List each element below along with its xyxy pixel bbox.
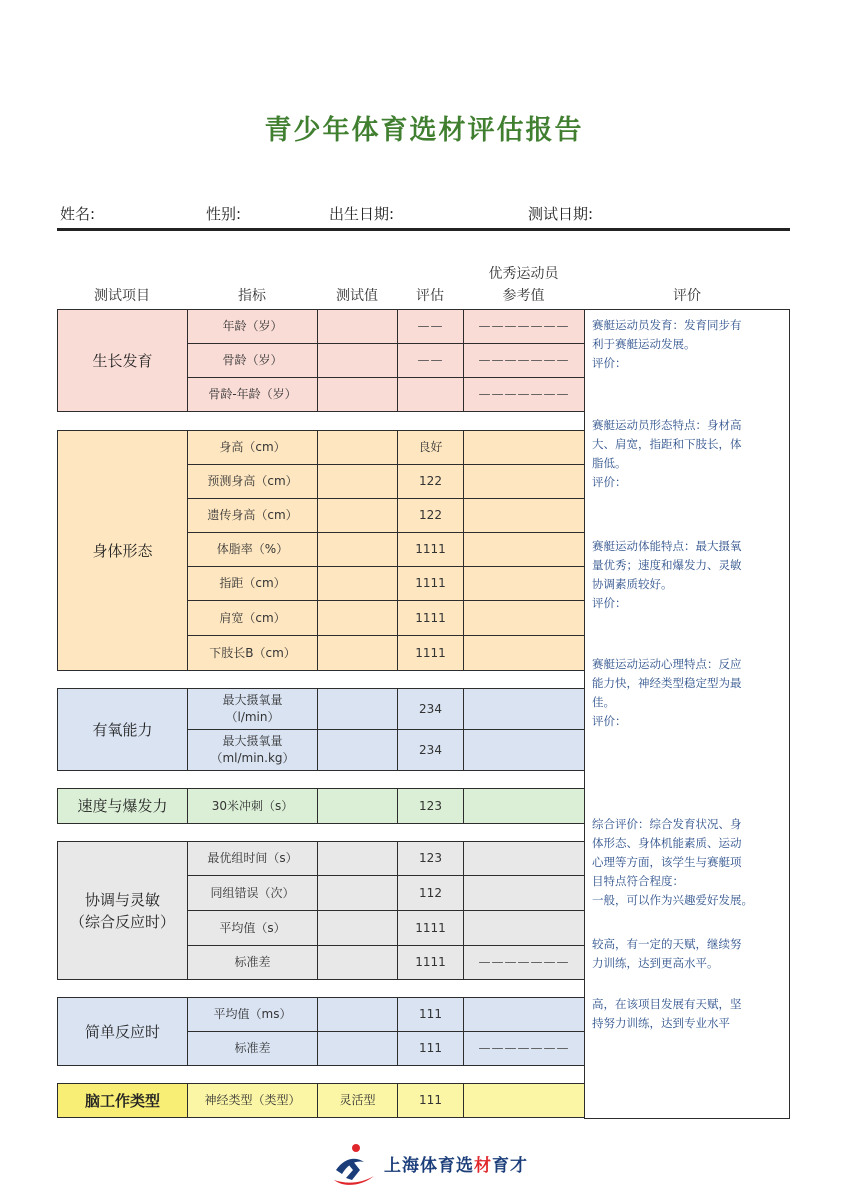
footer-logo xyxy=(330,1138,528,1188)
value-errors xyxy=(317,875,398,911)
indicator-best-time: 最优组时间（s） xyxy=(187,841,318,876)
eval-line: 量优秀；速度和爆发力、灵敏 xyxy=(592,558,742,572)
ref-vo2-abs xyxy=(463,688,585,730)
brand-name-part1: 上海体育选 xyxy=(384,1155,474,1176)
ref-vo2-rel xyxy=(463,729,585,771)
value-bone-age xyxy=(317,343,398,378)
group-growth: 生长发育 xyxy=(57,309,188,412)
eval-line: 赛艇运动员发育：发育同步有 xyxy=(592,318,742,332)
group-aerobic: 有氧能力 xyxy=(57,688,188,771)
indicator-bone-minus-age: 骨龄-年龄（岁） xyxy=(187,377,318,412)
group-coordination xyxy=(57,841,188,980)
rating-brain-type: 111 xyxy=(397,1083,464,1118)
eval-line: 佳。 xyxy=(592,695,615,709)
rating-arm-span: 1111 xyxy=(397,566,464,601)
rating-genetic-height: 122 xyxy=(397,498,464,533)
value-age xyxy=(317,309,398,344)
eval-body-shape xyxy=(592,416,786,492)
indicator-vo2-rel xyxy=(187,729,318,771)
value-arm-span xyxy=(317,566,398,601)
test-date-label: 测试日期: xyxy=(528,205,594,223)
eval-line: 评价： xyxy=(592,356,627,370)
indicator-sprint: 30米冲刺（s） xyxy=(187,788,318,824)
eval-high xyxy=(592,995,786,1033)
rating-vo2-rel: 234 xyxy=(397,729,464,771)
rating-height: 良好 xyxy=(397,430,464,465)
value-coord-mean xyxy=(317,910,398,946)
rating-sprint: 123 xyxy=(397,788,464,824)
indicator-genetic-height: 遗传身高（cm） xyxy=(187,498,318,533)
ref-age: ——————— xyxy=(463,309,585,344)
rating-leg-b: 1111 xyxy=(397,635,464,671)
ref-brain-type xyxy=(463,1083,585,1118)
ref-simple-sd: ——————— xyxy=(463,1031,585,1066)
indicator-pred-height: 预测身高（cm） xyxy=(187,464,318,499)
indicator-arm-span: 指距（cm） xyxy=(187,566,318,601)
eval-line: 赛艇运动运动心理特点：反应 xyxy=(592,657,742,671)
eval-summary xyxy=(592,815,786,910)
col-header-indicator: 指标 xyxy=(238,288,266,304)
eval-line: 能力快，神经类型稳定型为最 xyxy=(592,676,742,690)
col-header-rating: 评估 xyxy=(416,288,444,304)
eval-line: 持努力训练，达到专业水平 xyxy=(592,1016,730,1030)
ref-shoulder xyxy=(463,600,585,636)
rating-bone-age: —— xyxy=(397,343,464,378)
eval-line: 力训练，达到更高水平。 xyxy=(592,956,719,970)
rating-vo2-abs: 234 xyxy=(397,688,464,730)
indicator-vo2-rel-line1: 最大摄氧量 xyxy=(222,734,283,748)
ref-coord-sd: ——————— xyxy=(463,945,585,980)
value-coord-sd xyxy=(317,945,398,980)
eval-line: 利于赛艇运动发展。 xyxy=(592,337,696,351)
indicator-coord-mean: 平均值（s） xyxy=(187,910,318,946)
indicator-height: 身高（cm） xyxy=(187,430,318,465)
rating-simple-sd: 111 xyxy=(397,1031,464,1066)
rating-body-fat: 1111 xyxy=(397,532,464,567)
name-label: 姓名: xyxy=(60,205,96,223)
value-genetic-height xyxy=(317,498,398,533)
indicator-simple-mean: 平均值（ms） xyxy=(187,997,318,1032)
rating-coord-sd: 1111 xyxy=(397,945,464,980)
indicator-age: 年龄（岁） xyxy=(187,309,318,344)
eval-line: 赛艇运动员形态特点：身材高 xyxy=(592,418,742,432)
rating-bone-minus-age xyxy=(397,377,464,412)
ref-best-time xyxy=(463,841,585,876)
eval-line: 赛艇运动体能特点：最大摄氧 xyxy=(592,539,742,553)
value-sprint xyxy=(317,788,398,824)
indicator-vo2-abs-line1: 最大摄氧量 xyxy=(222,693,283,707)
col-header-item: 测试项目 xyxy=(94,288,150,304)
eval-mental xyxy=(592,655,786,731)
value-shoulder xyxy=(317,600,398,636)
eval-good xyxy=(592,935,786,973)
eval-line: 高，在该项目发展有天赋，坚 xyxy=(592,997,742,1011)
eval-line: 大、肩宽，指距和下肢长，体 xyxy=(592,437,742,451)
ref-arm-span xyxy=(463,566,585,601)
value-simple-mean xyxy=(317,997,398,1032)
gender-label: 性别: xyxy=(206,205,242,223)
col-header-value: 测试值 xyxy=(336,288,378,304)
ref-height xyxy=(463,430,585,465)
ref-simple-mean xyxy=(463,997,585,1032)
birth-date-label: 出生日期: xyxy=(329,205,395,223)
eval-line: 协调素质较好。 xyxy=(592,577,673,591)
ref-pred-height xyxy=(463,464,585,499)
ref-coord-mean xyxy=(463,910,585,946)
group-body-shape: 身体形态 xyxy=(57,430,188,671)
brand-name-highlight: 材 xyxy=(474,1155,492,1176)
eval-line: 较高，有一定的天赋，继续努 xyxy=(592,937,742,951)
group-simple-reaction: 简单反应时 xyxy=(57,997,188,1066)
eval-line: 综合评价：综合发育状况、身 xyxy=(592,817,742,831)
value-body-fat xyxy=(317,532,398,567)
value-brain-type: 灵活型 xyxy=(317,1083,398,1118)
ref-sprint xyxy=(463,788,585,824)
indicator-vo2-rel-line2: （ml/min.kg） xyxy=(210,751,295,765)
report-title: 青少年体育选材评估报告 xyxy=(264,115,584,146)
ref-body-fat xyxy=(463,532,585,567)
indicator-vo2-abs xyxy=(187,688,318,730)
eval-growth xyxy=(592,316,786,373)
rating-simple-mean: 111 xyxy=(397,997,464,1032)
ref-leg-b xyxy=(463,635,585,671)
group-coordination-line1: 协调与灵敏 xyxy=(84,890,160,909)
ref-bone-minus-age: ——————— xyxy=(463,377,585,412)
eval-fitness xyxy=(592,537,786,613)
group-brain-type: 脑工作类型 xyxy=(57,1083,188,1118)
value-bone-minus-age xyxy=(317,377,398,412)
value-pred-height xyxy=(317,464,398,499)
col-header-ref-line1: 优秀运动员 xyxy=(488,266,559,282)
indicator-shoulder: 肩宽（cm） xyxy=(187,600,318,636)
col-header-eval: 评价 xyxy=(673,288,701,304)
value-simple-sd xyxy=(317,1031,398,1066)
group-coordination-line2: （综合反应时） xyxy=(69,912,175,931)
rating-shoulder: 1111 xyxy=(397,600,464,636)
header-divider xyxy=(57,228,790,231)
eval-line: 评价： xyxy=(592,475,627,489)
eval-line: 评价： xyxy=(592,596,627,610)
indicator-body-fat: 体脂率（%） xyxy=(187,532,318,567)
indicator-errors: 同组错误（次） xyxy=(187,875,318,911)
rating-pred-height: 122 xyxy=(397,464,464,499)
value-best-time xyxy=(317,841,398,876)
value-vo2-abs xyxy=(317,688,398,730)
brand-name-part2: 育才 xyxy=(492,1155,528,1176)
runner-logo-icon xyxy=(330,1140,378,1186)
value-height xyxy=(317,430,398,465)
eval-line: 体形态、身体机能素质、运动 xyxy=(592,836,742,850)
indicator-brain-type: 神经类型（类型） xyxy=(187,1083,318,1118)
ref-errors xyxy=(463,875,585,911)
value-leg-b xyxy=(317,635,398,671)
brand-name xyxy=(384,1151,528,1176)
indicator-vo2-abs-line2: （l/min） xyxy=(225,710,280,724)
eval-line: 一般，可以作为兴趣爱好发展。 xyxy=(592,893,753,907)
rating-age: —— xyxy=(397,309,464,344)
eval-line: 评价： xyxy=(592,714,627,728)
rating-errors: 112 xyxy=(397,875,464,911)
indicator-bone-age: 骨龄（岁） xyxy=(187,343,318,378)
rating-best-time: 123 xyxy=(397,841,464,876)
group-speed: 速度与爆发力 xyxy=(57,788,188,824)
indicator-simple-sd: 标准差 xyxy=(187,1031,318,1066)
indicator-leg-b: 下肢长B（cm） xyxy=(187,635,318,671)
indicator-coord-sd: 标准差 xyxy=(187,945,318,980)
value-vo2-rel xyxy=(317,729,398,771)
ref-bone-age: ——————— xyxy=(463,343,585,378)
eval-line: 脂低。 xyxy=(592,456,627,470)
rating-coord-mean: 1111 xyxy=(397,910,464,946)
ref-genetic-height xyxy=(463,498,585,533)
eval-line: 心理等方面，该学生与赛艇项 xyxy=(592,855,742,869)
col-header-ref-line2: 参考值 xyxy=(502,288,545,304)
eval-line: 目特点符合程度： xyxy=(592,874,684,888)
